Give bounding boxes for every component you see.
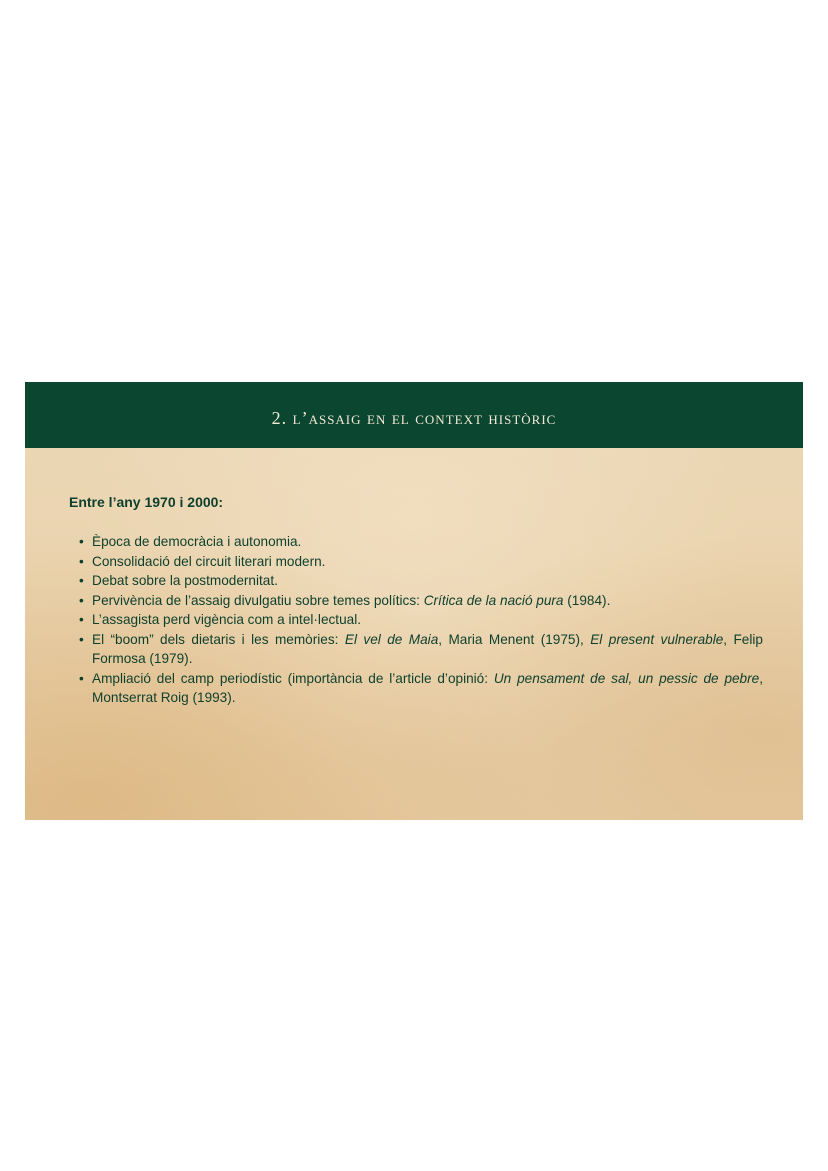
list-item-text: , Felip Formosa (1979). <box>92 631 763 666</box>
list-item-text: L’assagista perd vigència com a intel·lectual. <box>92 612 362 627</box>
bullet-icon: • <box>79 534 84 549</box>
list-item-text: Debat sobre la postmodernitat. <box>92 573 278 588</box>
list-item <box>79 669 763 708</box>
list-item <box>79 630 763 669</box>
book-title: El vel de Maia <box>344 631 439 647</box>
intro-heading: Entre l’any 1970 i 2000: <box>69 494 224 510</box>
list-item-text: Ampliació del camp periodístic (importància de l’article d’opinió: <box>92 670 494 686</box>
list-item <box>79 591 763 611</box>
list-item <box>79 532 763 552</box>
slide <box>25 382 803 820</box>
bullet-list <box>69 532 763 708</box>
bullet-icon: • <box>79 592 84 608</box>
list-item-text: Consolidació del circuit literari modern. <box>92 553 326 569</box>
bullet-icon: • <box>79 573 84 588</box>
list-item-text: Època de democràcia i autonomia. <box>92 534 302 549</box>
bullet-icon: • <box>79 553 84 569</box>
list-item <box>79 610 763 630</box>
slide-header-bar <box>25 382 803 448</box>
bullet-icon: • <box>79 670 84 686</box>
list-item-text: , Montserrat Roig (1993). <box>92 670 763 705</box>
list-item <box>79 552 763 572</box>
slide-title: 2. l’assaig en el context històric <box>271 407 557 428</box>
list-item-text: El “boom” dels dietaris i les memòries: <box>92 631 345 647</box>
list-item-text: Pervivència de l’assaig divulgatiu sobre temes polítics: <box>92 592 424 608</box>
book-title: El present vulnerable <box>590 631 724 647</box>
list-item <box>79 571 763 591</box>
bullet-icon: • <box>79 631 84 647</box>
book-title: Crítica de la nació pura <box>423 592 564 608</box>
list-item-text: , Maria Menent (1975), <box>438 631 591 647</box>
list-item-text: (1984). <box>563 592 611 608</box>
bullet-icon: • <box>79 612 84 627</box>
book-title: Un pensament de sal, un pessic de pebre <box>493 670 760 686</box>
slide-body <box>69 494 763 708</box>
